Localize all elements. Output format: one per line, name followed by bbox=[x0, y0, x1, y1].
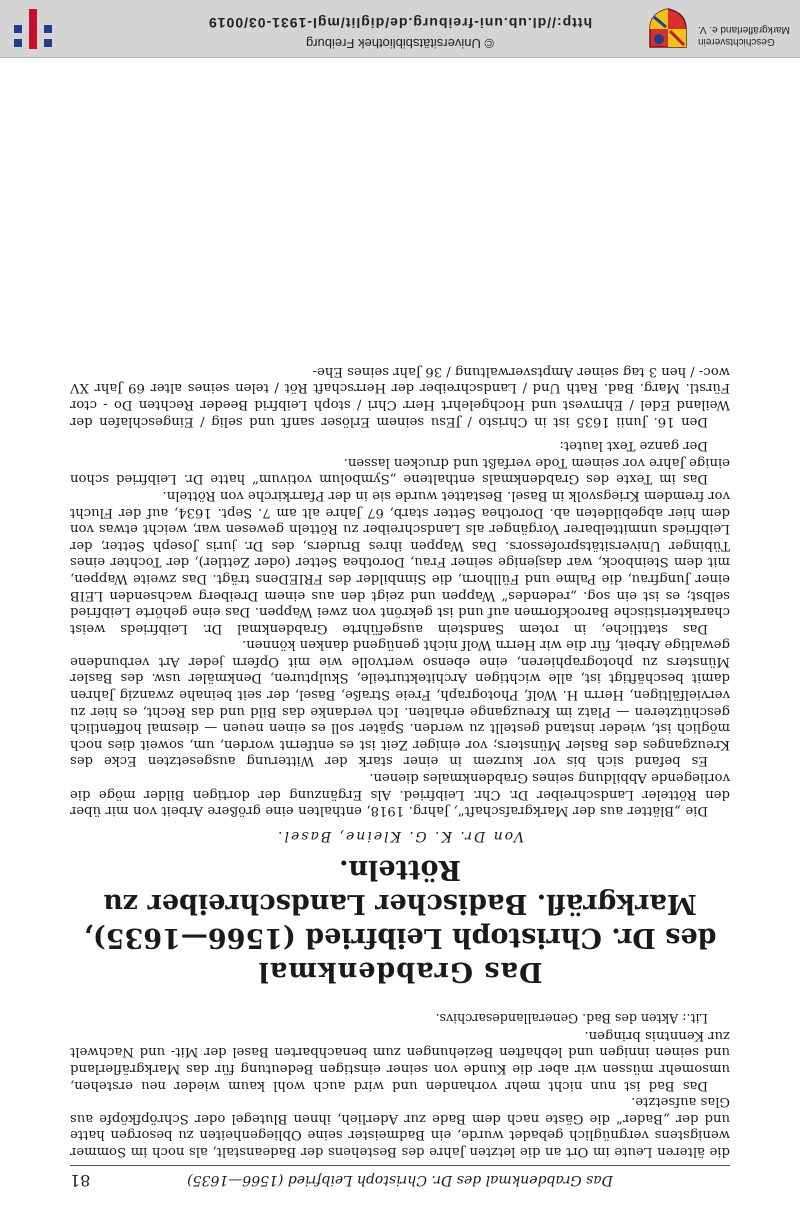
society-name bbox=[698, 23, 798, 47]
body-paragraph-1: Die „Blätter aus der Markgrafschaft“, Jahrg. 1918, enthalten eine größere Arbeit von mir über den Rötteler Landschreiber Dr. Chr. Leibfried. Als Ergänzung der dortigen Bilder möge die vorliegende Abbildung seines Grabdenkmales dienen. bbox=[70, 770, 730, 819]
copyright-text: © Universitätsbibliothek Freiburg bbox=[305, 36, 495, 51]
intro-paragraph-1: die älteren Leute im Ort an die letzten Jahre des Bestehens der Badeanstalt, als noch im Sommer wenigstens vergnüglich gebadet wurde, ein Badmeister seine Obliegenheiten zu besorgen hatte und der „Bader“ die Gäste nach dem Bade zur Aderlieh, ihnen Blutegel oder Schröpfköpfe aus Glas aufsetzte. bbox=[70, 1094, 730, 1159]
body-paragraph-5: Der ganze Text lautet: bbox=[559, 438, 708, 454]
source-note: Lit.: Akten des Bad. Generallandesarchivs. bbox=[435, 1011, 708, 1027]
intro-section bbox=[70, 1010, 730, 1159]
title-line-3: Markgräfl. Badischer Landschreiber zu Rötteln. bbox=[103, 854, 697, 920]
running-head-title: Das Grabdenkmal des Dr. Christoph Leibfried (1566—1635) bbox=[187, 1172, 613, 1188]
epitaph-text bbox=[70, 362, 730, 428]
running-head bbox=[70, 1165, 730, 1190]
page-number: 81 bbox=[70, 1171, 91, 1190]
viewer-banner bbox=[0, 0, 800, 58]
intro-paragraph-2: Das Bad ist nun nicht mehr vorhanden und wird auch wohl kaum wieder neu erstehen, umsomehr müssen wir aber die Kunde von seiner einstigen Bedeutung für das Markgräflerland und seinen innigen und lebhaften Beziehungen zum benachbarten Basel der Mit- und Nachwelt zur Kenntnis bringen. bbox=[70, 1027, 730, 1093]
title-line-2: des Dr. Christoph Leibfried (1566—1635), bbox=[83, 922, 717, 954]
society-name-line2: Markgräflerland e. V. bbox=[698, 24, 790, 35]
body-paragraph-4: Das im Texte des Grabdenkmals enthaltene „Symbolum votivum“ hatte Dr. Leibfried schon einige Jahre vor seinem Tode verfaßt und drucken lassen. bbox=[70, 454, 730, 487]
article-body bbox=[70, 437, 730, 819]
title-line-1: Das Grabdenkmal bbox=[257, 956, 543, 988]
permalink-url[interactable]: http://dl.ub.uni-freiburg.de/diglit/mgl-1931-03/0019 bbox=[207, 15, 593, 31]
university-library-logo-icon[interactable] bbox=[8, 5, 58, 53]
society-logo[interactable] bbox=[646, 5, 796, 53]
body-paragraph-3: Das stattliche, in rotem Sandstein ausgeführte Grabdenkmal Dr. Leibfrieds weist charakteristische Barockformen auf und ist gekrönt von zwei Wappen. Das eine gehörte Leibfried selbst; es ist ein sog. „redendes“ Wappen und zeigt den aus einem Dreiberg wachsenden LEIB einer Jungfrau, die Palme und Füllhorn, die Sinnbilder des FRIEDens trägt. Das zweite Wappen, mit dem Steinbock, war dasjenige seiner Frau, Dorothea Setter (oder Zettler), der Tochter eines Tübinger Universitätsprofessors. Das Wappen ihres Bruders, des Dr. juris Joseph Setter, der Leibfrieds unmittelbarer Vorgänger als Landschreiber zu Rötteln gewesen war, weicht etwas von dem hier abgebildeten ab. Dorothea Setter starb, 67 Jahre alt am 7. Sept. 1634, auf der Flucht vor fremdem Kriegsvolk in Basel. Bestattet wurde sie in der Pfarrkirche von Rötteln. bbox=[70, 487, 730, 636]
banner-rotated-content bbox=[0, 0, 800, 57]
author-byline: Von Dr. K. G. Kleine, Basel. bbox=[276, 828, 524, 845]
coat-of-arms-icon bbox=[646, 7, 690, 51]
society-name-line1: Geschichtsverein bbox=[698, 36, 775, 47]
scanned-page bbox=[70, 80, 730, 1190]
epitaph-line: Den 16. Junii 1635 ist in Christo / JEsu seinem Erlöser sanft und selig / Eingeschlafen der Weiland Edel / Ehrnvest und Hochgelehrt Herr Chri / stoph Leibfrid Beeder Rechten Do - ctor Fürstl. Marg. Bad. Rath Und / Landschreiber der Herrschaft Röt / telen seines alter 69 Jahr XV woc- / hen 3 tag seiner Amptsverwaltung / 36 Jahr seines Ehe- bbox=[70, 363, 730, 429]
body-paragraph-2: Es befand sich bis vor kurzem in einer stark der Witterung ausgesetzten Ecke des Kreuzganges des Basler Münsters; vor einiger Zeit ist es entfernt worden, um, soweit dies noch möglich ist, wieder instand gestellt zu werden. Später soll es einen neuen — diesmal hoffentlich geschützteren — Platz im Kreuzgange erhalten. Ich verdanke das Bild und das Recht, es hier zu vervielfältigen, Herrn H. Wolf, Photograph, Freie Straße, Basel, der seit beinahe zwanzig Jahren damit beschäftigt ist, alle wichtigen Architekturteile, Skulpturen, Denkmäler usw. des Basler Münsters zu photographieren, eine ebenso wertvolle wie mit Opfern jeder Art verbundene gewaltige Arbeit, für die wir Herrn Wolf nicht genügend danken können. bbox=[70, 637, 730, 769]
article-title bbox=[70, 852, 730, 988]
